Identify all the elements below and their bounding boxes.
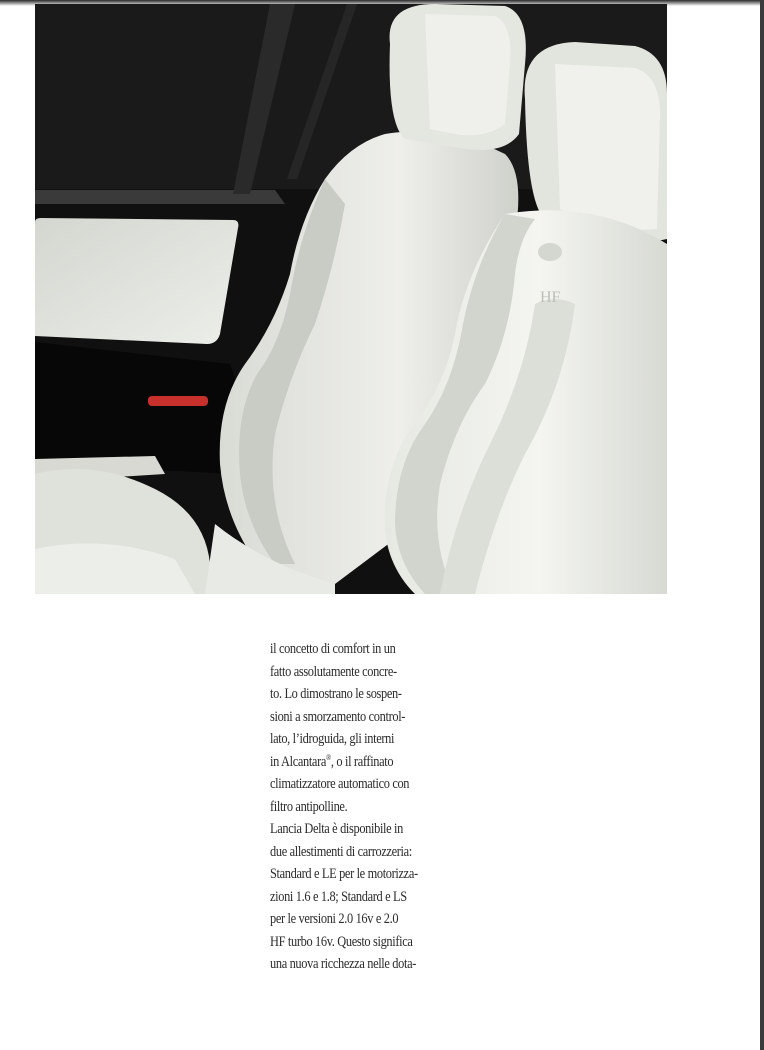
text-line: il concetto di comfort in un bbox=[270, 641, 396, 657]
text-line: zioni 1.6 e 1.8; Standard e LS bbox=[270, 888, 407, 905]
text-line: HF turbo 16v. Questo significa bbox=[270, 933, 413, 950]
body-text bbox=[270, 638, 416, 976]
registered-mark: ® bbox=[326, 752, 331, 762]
text-segment: in Alcantara bbox=[270, 753, 327, 770]
car-interior-photo bbox=[35, 4, 667, 594]
text-line bbox=[270, 751, 416, 774]
svg-text:HF: HF bbox=[540, 289, 561, 306]
text-line: to. Lo dimostrano le sospen- bbox=[270, 686, 402, 702]
text-line: Lancia Delta è disponibile in bbox=[270, 821, 403, 837]
text-line: fatto assolutamente concre- bbox=[270, 663, 397, 680]
text-line: due allestimenti di carrozzeria: bbox=[270, 843, 412, 860]
page-right-edge bbox=[760, 0, 764, 1050]
text-segment: , o il raffinato bbox=[330, 753, 394, 770]
text-line: per le versioni 2.0 16v e 2.0 bbox=[270, 911, 399, 927]
text-line: sioni a smorzamento control- bbox=[270, 708, 406, 725]
text-line: Standard e LE per le motorizza- bbox=[270, 866, 418, 882]
car-seat-photo-icon bbox=[35, 4, 667, 594]
text-line: lato, l’idroguida, gli interni bbox=[270, 731, 395, 747]
text-line: una nuova ricchezza nelle dota- bbox=[270, 956, 417, 972]
text-line: climatizzatore automatico con bbox=[270, 776, 410, 792]
text-line: filtro antipolline. bbox=[270, 798, 348, 815]
